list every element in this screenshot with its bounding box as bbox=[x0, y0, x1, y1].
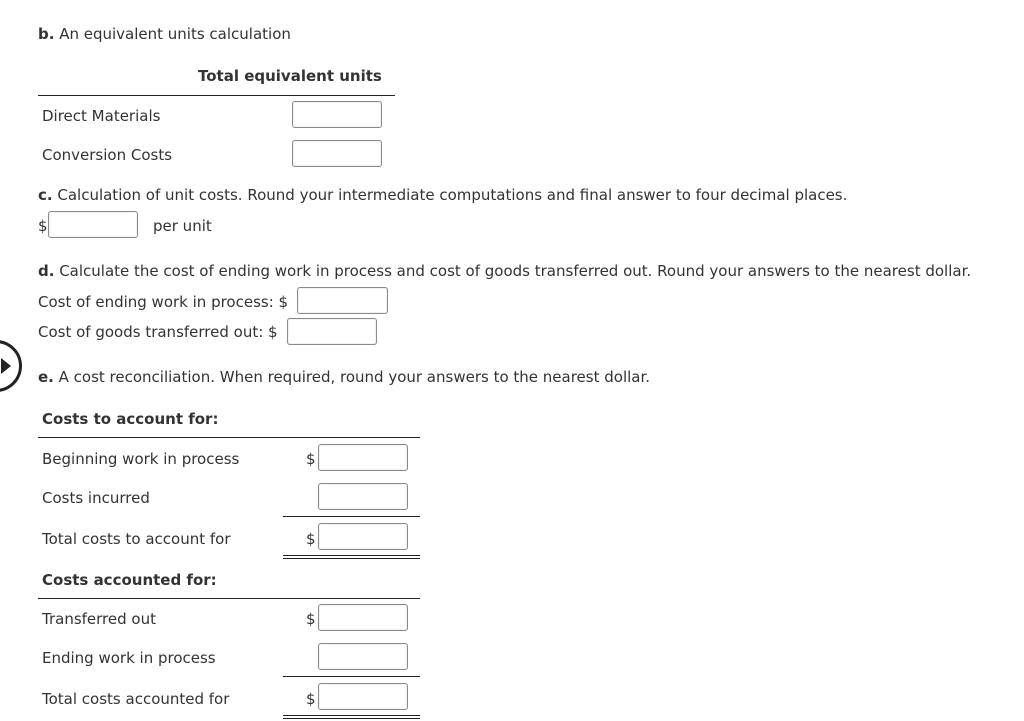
nav-arrow-icon bbox=[1, 358, 11, 374]
transferred-out-label: Transferred out bbox=[42, 610, 156, 628]
total-accounted-currency: $ bbox=[306, 690, 316, 708]
total-double-rule bbox=[283, 555, 420, 559]
beginning-wip-input[interactable] bbox=[318, 444, 408, 471]
unit-cost-currency: $ bbox=[38, 217, 48, 235]
part-c-heading bbox=[38, 186, 847, 204]
part-d-letter: d. bbox=[38, 262, 55, 280]
ending-wip-cost-input[interactable] bbox=[297, 287, 388, 314]
transferred-cost-label: Cost of goods transferred out: $ bbox=[38, 323, 278, 341]
costs-to-account-heading: Costs to account for: bbox=[42, 410, 219, 428]
part-e-heading bbox=[38, 368, 650, 386]
per-unit-label: per unit bbox=[153, 217, 212, 235]
beginning-wip-currency: $ bbox=[306, 450, 316, 468]
costs-accounted-heading: Costs accounted for: bbox=[42, 571, 217, 589]
costs-to-account-rule bbox=[38, 437, 420, 438]
total-accounted-label: Total costs accounted for bbox=[42, 690, 230, 708]
part-d-heading bbox=[38, 262, 971, 280]
total-accounted-double-rule bbox=[283, 715, 420, 719]
equiv-units-column-header: Total equivalent units bbox=[198, 67, 382, 85]
conversion-costs-input[interactable] bbox=[292, 140, 382, 167]
part-e-text: A cost reconciliation. When required, round your answers to the nearest dollar. bbox=[53, 368, 651, 386]
part-c-text: Calculation of unit costs. Round your intermediate computations and final answer to four decimal places. bbox=[52, 186, 848, 204]
costs-accounted-rule bbox=[38, 598, 420, 599]
total-to-account-input[interactable] bbox=[318, 523, 408, 550]
costs-incurred-input[interactable] bbox=[318, 483, 408, 510]
total-accounted-input[interactable] bbox=[318, 683, 408, 710]
transferred-out-currency: $ bbox=[306, 610, 316, 628]
direct-materials-input[interactable] bbox=[292, 101, 382, 128]
subtotal-rule bbox=[283, 516, 420, 517]
transferred-cost-input[interactable] bbox=[287, 318, 377, 345]
subtotal-rule-2 bbox=[283, 676, 420, 677]
part-b-heading bbox=[38, 25, 291, 43]
total-to-account-label: Total costs to account for bbox=[42, 530, 231, 548]
total-to-account-currency: $ bbox=[306, 530, 316, 548]
ending-wip-cost-label: Cost of ending work in process: $ bbox=[38, 293, 289, 311]
part-c-letter: c. bbox=[38, 186, 53, 204]
part-d-text: Calculate the cost of ending work in process and cost of goods transferred out. Round your answers to the nearest dollar. bbox=[54, 262, 972, 280]
conversion-costs-label: Conversion Costs bbox=[42, 146, 173, 164]
ending-wip-label: Ending work in process bbox=[42, 649, 216, 667]
unit-cost-input[interactable] bbox=[48, 211, 138, 238]
header-rule bbox=[38, 95, 395, 96]
costs-incurred-label: Costs incurred bbox=[42, 489, 150, 507]
part-e-letter: e. bbox=[38, 368, 54, 386]
ending-wip-input[interactable] bbox=[318, 643, 408, 670]
beginning-wip-label: Beginning work in process bbox=[42, 450, 240, 468]
direct-materials-label: Direct Materials bbox=[42, 107, 161, 125]
part-b-letter: b. bbox=[38, 25, 55, 43]
part-b-text: An equivalent units calculation bbox=[54, 25, 291, 43]
transferred-out-input[interactable] bbox=[318, 604, 408, 631]
